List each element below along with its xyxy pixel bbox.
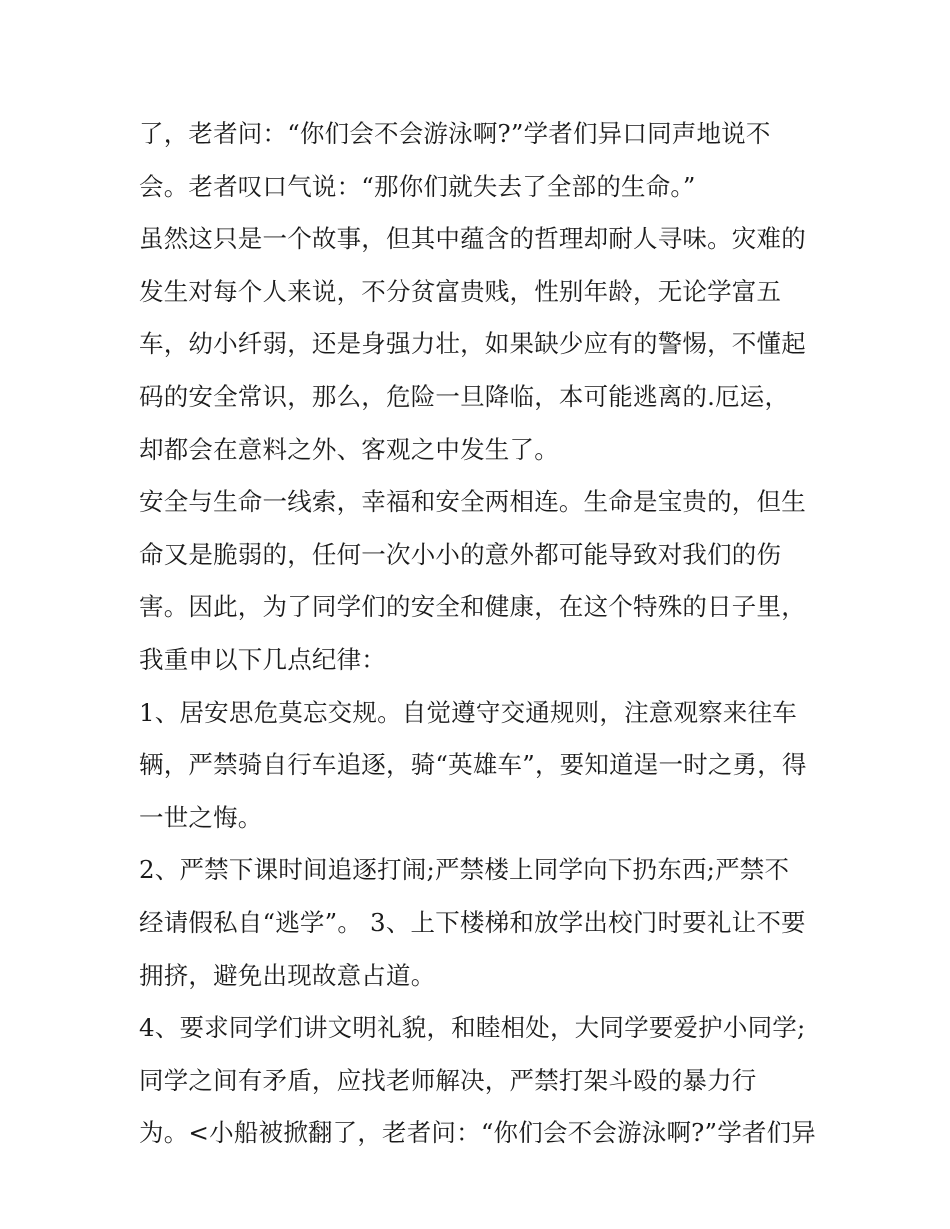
text-line: 拥挤，避免出现故意占道。 [139,960,436,990]
text-line: 为。<小船被掀翻了，老者问：“你们会不会游泳啊?”学者们异 [139,1118,817,1148]
text-line: 发生对每个人来说，不分贫富贵贱，性别年龄，无论学富五 [139,276,782,306]
text-line: 虽然这只是一个故事，但其中蕴含的哲理却耐人寻味。灾难的 [139,224,806,254]
text-line: 经请假私自“逃学”。 3、上下楼梯和放学出校门时要礼让不要 [139,907,806,937]
text-line: 同学之间有矛盾，应找老师解决，严禁打架斗殴的暴力行 [139,1065,757,1095]
text-line: 会。老者叹口气说：“那你们就失去了全部的生命。” [139,171,696,201]
text-line: 2、严禁下课时间追逐打闹;严禁楼上同学向下扔东西;严禁不 [139,855,790,885]
text-line: 命又是脆弱的，任何一次小小的意外都可能导致对我们的伤 [139,539,782,569]
body-text [139,108,819,1160]
text-line: 4、要求同学们讲文明礼貌，和睦相处，大同学要爱护小同学; [139,1013,806,1043]
text-line: 辆，严禁骑自行车追逐，骑“英雄车”，要知道逞一时之勇，得 [139,750,807,780]
text-line: 我重申以下几点纪律： [139,644,386,674]
text-line: 车，幼小纤弱，还是身强力壮，如果缺少应有的警惕，不懂起 [139,329,806,359]
text-line: 1、居安思危莫忘交规。自觉遵守交通规则，注意观察来往车 [139,697,797,727]
text-line: 一世之悔。 [139,802,263,832]
text-line: 了，老者问：“你们会不会游泳啊?”学者们异口同声地说不 [139,119,771,148]
text-line: 却都会在意料之外、客观之中发生了。 [139,434,559,464]
text-line: 害。因此，为了同学们的安全和健康，在这个特殊的日子里， [139,592,806,622]
text-line: 码的安全常识，那么，危险一旦降临，本可能逃离的.厄运， [139,381,790,411]
text-line: 安全与生命一线索，幸福和安全两相连。生命是宝贵的，但生 [139,487,806,517]
